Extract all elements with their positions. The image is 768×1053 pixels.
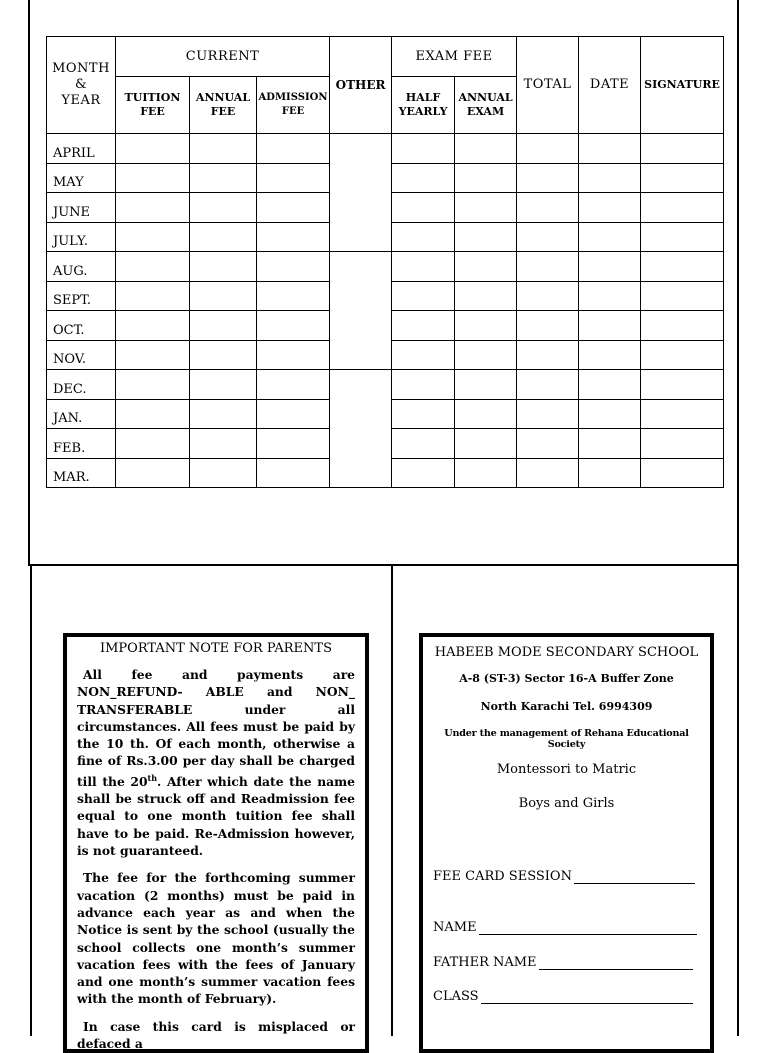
fee-cell[interactable] <box>257 222 330 252</box>
fee-cell[interactable] <box>517 252 579 282</box>
fee-cell[interactable] <box>579 252 641 282</box>
month-label: MAR. <box>47 458 116 488</box>
fee-cell[interactable] <box>579 281 641 311</box>
fee-cell[interactable] <box>190 399 257 429</box>
fee-cell[interactable] <box>579 370 641 400</box>
fee-cell[interactable] <box>641 252 724 282</box>
school-gender: Boys and Girls <box>518 796 615 811</box>
note-paragraph-2: The fee for the forthcoming summer vacation (2 months) must be paid in advance each year as and when the Notice is sent by the school (usually the school collects one month’s summer vacation fees with the fees of January and one month’s summer vacation fees with the month of February). <box>77 870 355 1007</box>
fee-cell[interactable] <box>517 193 579 223</box>
fee-cell[interactable] <box>392 399 455 429</box>
table-row <box>47 252 724 282</box>
header-admission-fee: ADMISSION FEE <box>257 77 330 134</box>
note-paragraph-3: In case this card is misplaced or defaced a <box>77 1018 355 1052</box>
fee-cell[interactable] <box>641 193 724 223</box>
fee-table <box>46 36 724 488</box>
month-label: FEB. <box>47 429 116 459</box>
month-label: OCT. <box>47 311 116 341</box>
father-name-field[interactable]: FATHER NAME <box>433 955 693 970</box>
fee-cell[interactable] <box>116 134 190 164</box>
other-fee-cell[interactable] <box>330 252 392 370</box>
school-name: HABEEB MODE SECONDARY SCHOOL <box>434 645 699 660</box>
fee-cell[interactable] <box>455 281 517 311</box>
fee-cell[interactable] <box>517 134 579 164</box>
fee-cell[interactable] <box>641 163 724 193</box>
note-title: IMPORTANT NOTE FOR PARENTS <box>99 641 333 656</box>
fee-cell[interactable] <box>579 429 641 459</box>
header-annual-fee: ANNUAL FEE <box>190 77 257 134</box>
fee-cell[interactable] <box>116 429 190 459</box>
fee-cell[interactable] <box>455 370 517 400</box>
class-field[interactable]: CLASS <box>433 989 693 1004</box>
fee-cell[interactable] <box>392 222 455 252</box>
fee-cell[interactable] <box>392 340 455 370</box>
fee-cell[interactable] <box>641 429 724 459</box>
month-label: JUNE <box>47 193 116 223</box>
fee-card-session-field[interactable]: FEE CARD SESSION <box>433 869 695 884</box>
fee-cell[interactable] <box>455 399 517 429</box>
fee-cell[interactable] <box>257 458 330 488</box>
fee-cell[interactable] <box>257 370 330 400</box>
table-row <box>47 134 724 164</box>
fee-cell[interactable] <box>116 340 190 370</box>
fee-cell[interactable] <box>579 399 641 429</box>
month-label: APRIL <box>47 134 116 164</box>
header-signature: SIGNATURE <box>641 37 724 134</box>
fee-cell[interactable] <box>579 193 641 223</box>
header-other: OTHER <box>330 37 392 134</box>
header-exam-fee: EXAM FEE <box>392 37 517 77</box>
month-label: MAY <box>47 163 116 193</box>
fee-cell[interactable] <box>517 163 579 193</box>
fee-cell[interactable] <box>190 281 257 311</box>
fee-cell[interactable] <box>116 370 190 400</box>
fee-cell[interactable] <box>579 134 641 164</box>
important-note-box <box>63 633 369 1053</box>
month-label: SEPT. <box>47 281 116 311</box>
fee-cell[interactable] <box>257 193 330 223</box>
name-field[interactable]: NAME <box>433 920 697 935</box>
fee-cell[interactable] <box>190 370 257 400</box>
fee-cell[interactable] <box>579 311 641 341</box>
fee-cell[interactable] <box>579 222 641 252</box>
header-month-year: MONTH & YEAR <box>47 37 116 134</box>
fee-cell[interactable] <box>455 340 517 370</box>
fee-cell[interactable] <box>641 311 724 341</box>
school-address-1: A-8 (ST-3) Sector 16-A Buffer Zone <box>459 672 674 685</box>
fee-cell[interactable] <box>392 311 455 341</box>
month-label: DEC. <box>47 370 116 400</box>
fee-cell[interactable] <box>190 340 257 370</box>
fee-cell[interactable] <box>257 311 330 341</box>
fee-cell[interactable] <box>190 429 257 459</box>
month-label: JAN. <box>47 399 116 429</box>
header-total: TOTAL <box>517 37 579 134</box>
fee-cell[interactable] <box>392 134 455 164</box>
fee-cell[interactable] <box>517 311 579 341</box>
note-paragraph-1: All fee and payments are NON_REFUND- ABLE and NON_ TRANSFERABLE under all circumstances. All fees must be paid by the 10 th. Of each month, otherwise a fine of Rs.3.00 per day shall be charged till the 20th. After which date the name shall be struck off and Readmission fee equal to one month tuition fee shall have to be paid. Re-Admission however, is not guaranteed. <box>77 667 355 859</box>
fee-cell[interactable] <box>257 134 330 164</box>
header-tuition-fee: TUITION FEE <box>116 77 190 134</box>
fee-cell[interactable] <box>116 252 190 282</box>
school-levels: Montessori to Matric <box>496 762 637 777</box>
fee-cell[interactable] <box>257 429 330 459</box>
fee-cell[interactable] <box>455 429 517 459</box>
fee-cell[interactable] <box>392 163 455 193</box>
other-fee-cell[interactable] <box>330 134 392 252</box>
fee-cell[interactable] <box>392 281 455 311</box>
fee-cell[interactable] <box>190 193 257 223</box>
fee-cell[interactable] <box>116 222 190 252</box>
fee-cell[interactable] <box>579 163 641 193</box>
fee-cell[interactable] <box>517 281 579 311</box>
fee-cell[interactable] <box>190 222 257 252</box>
header-date: DATE <box>579 37 641 134</box>
fee-cell[interactable] <box>116 281 190 311</box>
fee-cell[interactable] <box>190 163 257 193</box>
fee-cell[interactable] <box>641 222 724 252</box>
fee-cell[interactable] <box>641 458 724 488</box>
month-label: AUG. <box>47 252 116 282</box>
fee-cell[interactable] <box>257 252 330 282</box>
table-row <box>47 370 724 400</box>
fee-cell[interactable] <box>116 163 190 193</box>
fee-cell[interactable] <box>517 399 579 429</box>
fee-cell[interactable] <box>641 340 724 370</box>
fee-cell[interactable] <box>190 458 257 488</box>
fee-cell[interactable] <box>257 399 330 429</box>
school-management: Under the management of Rehana Educational Society <box>444 728 689 750</box>
fee-cell[interactable] <box>579 458 641 488</box>
fee-cell[interactable] <box>641 281 724 311</box>
header-current: CURRENT <box>116 37 330 77</box>
fee-cell[interactable] <box>392 193 455 223</box>
fee-cell[interactable] <box>392 458 455 488</box>
header-annual-exam: ANNUAL EXAM <box>455 77 517 134</box>
fee-cell[interactable] <box>116 399 190 429</box>
month-label: JULY. <box>47 222 116 252</box>
month-label: NOV. <box>47 340 116 370</box>
fee-cell[interactable] <box>455 193 517 223</box>
fee-cell[interactable] <box>455 458 517 488</box>
fee-cell[interactable] <box>517 340 579 370</box>
fee-cell[interactable] <box>116 193 190 223</box>
fee-cell[interactable] <box>517 429 579 459</box>
fee-cell[interactable] <box>116 458 190 488</box>
fee-cell[interactable] <box>455 222 517 252</box>
fee-cell[interactable] <box>392 252 455 282</box>
fee-cell[interactable] <box>641 134 724 164</box>
fee-cell[interactable] <box>455 311 517 341</box>
fee-cell[interactable] <box>190 252 257 282</box>
fee-cell[interactable] <box>641 370 724 400</box>
fee-cell[interactable] <box>190 134 257 164</box>
header-half-yearly: HALF YEARLY <box>392 77 455 134</box>
fee-cell[interactable] <box>455 252 517 282</box>
fee-cell[interactable] <box>641 399 724 429</box>
fee-cell[interactable] <box>257 281 330 311</box>
fee-cell[interactable] <box>392 370 455 400</box>
school-info-box <box>419 633 714 1053</box>
fee-cell[interactable] <box>517 222 579 252</box>
fee-cell[interactable] <box>190 311 257 341</box>
fee-cell[interactable] <box>257 163 330 193</box>
fee-cell[interactable] <box>257 340 330 370</box>
fee-cell[interactable] <box>455 163 517 193</box>
fee-cell[interactable] <box>517 370 579 400</box>
school-address-2: North Karachi Tel. 6994309 <box>480 700 653 713</box>
fee-cell[interactable] <box>517 458 579 488</box>
fee-cell[interactable] <box>116 311 190 341</box>
other-fee-cell[interactable] <box>330 370 392 488</box>
fee-cell[interactable] <box>392 429 455 459</box>
fee-cell[interactable] <box>579 340 641 370</box>
fee-cell[interactable] <box>455 134 517 164</box>
